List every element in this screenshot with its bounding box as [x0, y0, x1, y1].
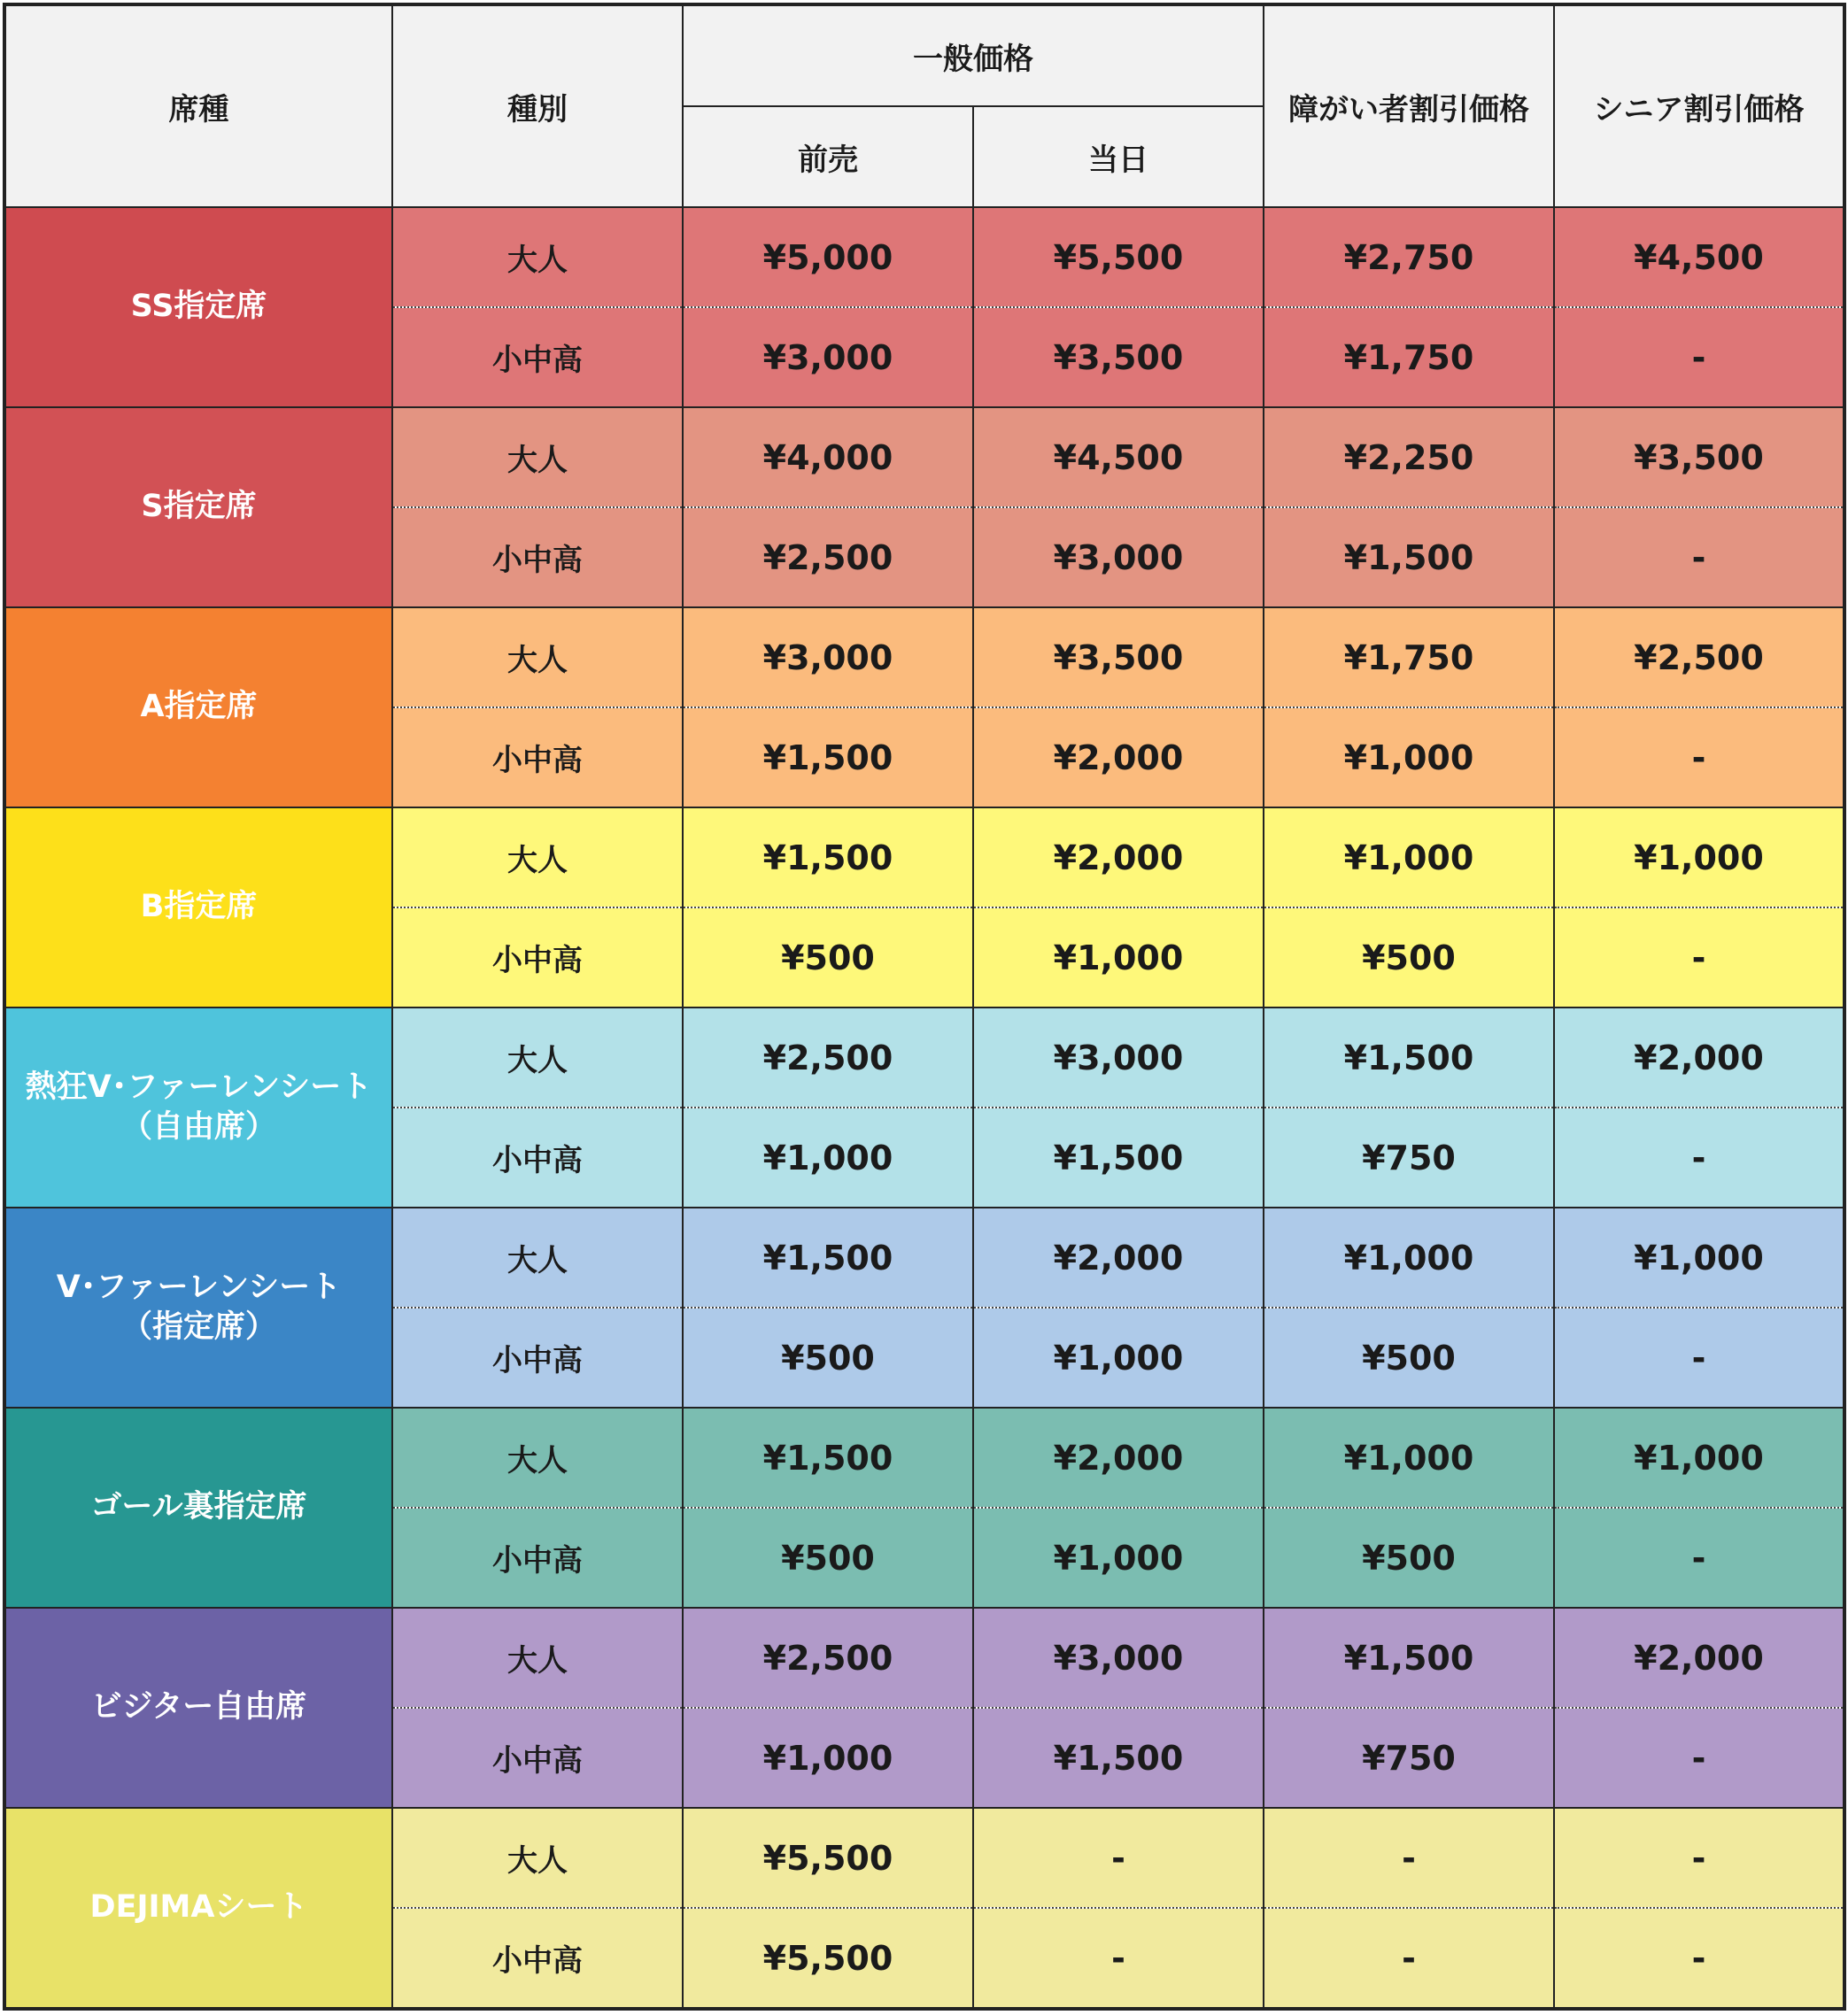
senior-price-cell: -	[1554, 307, 1844, 407]
same-day-price-cell: ¥1,000	[973, 1508, 1264, 1608]
same-day-price-cell: ¥3,000	[973, 1008, 1264, 1108]
senior-price-cell: ¥2,000	[1554, 1008, 1844, 1108]
disability-price-cell: ¥1,750	[1264, 307, 1554, 407]
seat-type-label: ゴール裏指定席	[90, 1489, 307, 1525]
kind-cell: 小中高	[392, 1908, 683, 2009]
seat-type-cell	[4, 207, 392, 407]
same-day-price-cell: ¥2,000	[973, 1408, 1264, 1508]
senior-price-cell: -	[1554, 1708, 1844, 1808]
kind-cell: 小中高	[392, 1108, 683, 1208]
disability-price-cell: -	[1264, 1808, 1554, 1908]
table-body	[4, 207, 1844, 2009]
disability-price-cell: ¥1,000	[1264, 807, 1554, 907]
header-disability-price: 障がい者割引価格	[1264, 4, 1554, 207]
kind-cell: 大人	[392, 407, 683, 507]
advance-price-cell: ¥4,000	[683, 407, 973, 507]
seat-type-label: S指定席	[141, 489, 257, 525]
seat-type-cell	[4, 1608, 392, 1808]
advance-price-cell: ¥1,500	[683, 807, 973, 907]
header-category: 種別	[392, 4, 683, 207]
disability-price-cell: ¥500	[1264, 1308, 1554, 1408]
seat-type-cell	[4, 1408, 392, 1608]
disability-price-cell: ¥2,250	[1264, 407, 1554, 507]
table-row	[4, 607, 1844, 707]
senior-price-cell: -	[1554, 1108, 1844, 1208]
kind-cell: 大人	[392, 207, 683, 307]
disability-price-cell: ¥750	[1264, 1108, 1554, 1208]
same-day-price-cell: ¥1,500	[973, 1708, 1264, 1808]
table-row	[4, 1608, 1844, 1708]
seat-type-label: B指定席	[140, 889, 258, 925]
same-day-price-cell: ¥4,500	[973, 407, 1264, 507]
same-day-price-cell: ¥2,000	[973, 1208, 1264, 1308]
disability-price-cell: ¥1,500	[1264, 507, 1554, 607]
senior-price-cell: ¥1,000	[1554, 1208, 1844, 1308]
disability-price-cell: -	[1264, 1908, 1554, 2009]
table-row	[4, 1208, 1844, 1308]
disability-price-cell: ¥1,000	[1264, 707, 1554, 807]
senior-price-cell: ¥2,500	[1554, 607, 1844, 707]
advance-price-cell: ¥500	[683, 1508, 973, 1608]
seat-type-cell	[4, 807, 392, 1008]
senior-price-cell: ¥4,500	[1554, 207, 1844, 307]
same-day-price-cell: ¥1,500	[973, 1108, 1264, 1208]
table-header	[4, 4, 1844, 207]
table-row	[4, 1008, 1844, 1108]
senior-price-cell: ¥1,000	[1554, 1408, 1844, 1508]
senior-price-cell: -	[1554, 907, 1844, 1008]
disability-price-cell: ¥500	[1264, 907, 1554, 1008]
advance-price-cell: ¥1,500	[683, 1208, 973, 1308]
disability-price-cell: ¥1,750	[1264, 607, 1554, 707]
header-seat-type: 席種	[4, 4, 392, 207]
advance-price-cell: ¥5,500	[683, 1808, 973, 1908]
disability-price-cell: ¥1,000	[1264, 1408, 1554, 1508]
kind-cell: 大人	[392, 1408, 683, 1508]
same-day-price-cell: ¥1,000	[973, 907, 1264, 1008]
header-general-price: 一般価格	[683, 4, 1264, 106]
table-row	[4, 1808, 1844, 1908]
seat-type-cell	[4, 607, 392, 807]
senior-price-cell: -	[1554, 1908, 1844, 2009]
advance-price-cell: ¥3,000	[683, 607, 973, 707]
advance-price-cell: ¥1,000	[683, 1108, 973, 1208]
same-day-price-cell: ¥3,500	[973, 607, 1264, 707]
table-row	[4, 207, 1844, 307]
advance-price-cell: ¥1,500	[683, 707, 973, 807]
header-advance: 前売	[683, 106, 973, 207]
kind-cell: 小中高	[392, 1508, 683, 1608]
advance-price-cell: ¥1,000	[683, 1708, 973, 1808]
table-row	[4, 1408, 1844, 1508]
senior-price-cell: -	[1554, 507, 1844, 607]
kind-cell: 小中高	[392, 307, 683, 407]
kind-cell: 小中高	[392, 907, 683, 1008]
same-day-price-cell: ¥1,000	[973, 1308, 1264, 1408]
kind-cell: 大人	[392, 807, 683, 907]
senior-price-cell: ¥3,500	[1554, 407, 1844, 507]
senior-price-cell: -	[1554, 1808, 1844, 1908]
same-day-price-cell: -	[973, 1808, 1264, 1908]
advance-price-cell: ¥500	[683, 907, 973, 1008]
advance-price-cell: ¥3,000	[683, 307, 973, 407]
senior-price-cell: ¥1,000	[1554, 807, 1844, 907]
advance-price-cell: ¥2,500	[683, 1008, 973, 1108]
advance-price-cell: ¥5,500	[683, 1908, 973, 2009]
disability-price-cell: ¥2,750	[1264, 207, 1554, 307]
kind-cell: 小中高	[392, 1708, 683, 1808]
same-day-price-cell: ¥2,000	[973, 807, 1264, 907]
seat-type-label: 熱狂V･ファーレンシート （自由席）	[25, 1069, 373, 1145]
senior-price-cell: -	[1554, 1308, 1844, 1408]
header-senior-price: シニア割引価格	[1554, 4, 1844, 207]
table-row	[4, 807, 1844, 907]
seat-type-label: DEJIMAシート	[89, 1889, 308, 1926]
senior-price-cell: ¥2,000	[1554, 1608, 1844, 1708]
senior-price-cell: -	[1554, 707, 1844, 807]
seat-type-cell	[4, 1008, 392, 1208]
senior-price-cell: -	[1554, 1508, 1844, 1608]
advance-price-cell: ¥2,500	[683, 507, 973, 607]
kind-cell: 小中高	[392, 707, 683, 807]
seat-type-label: A指定席	[140, 689, 258, 725]
kind-cell: 小中高	[392, 1308, 683, 1408]
disability-price-cell: ¥1,000	[1264, 1208, 1554, 1308]
disability-price-cell: ¥1,500	[1264, 1608, 1554, 1708]
seat-type-cell	[4, 407, 392, 607]
same-day-price-cell: ¥3,500	[973, 307, 1264, 407]
kind-cell: 大人	[392, 1608, 683, 1708]
seat-type-label: SS指定席	[130, 289, 267, 325]
same-day-price-cell: -	[973, 1908, 1264, 2009]
ticket-price-table	[3, 3, 1846, 2011]
seat-type-label: ビジター自由席	[90, 1689, 307, 1725]
disability-price-cell: ¥500	[1264, 1508, 1554, 1608]
advance-price-cell: ¥1,500	[683, 1408, 973, 1508]
same-day-price-cell: ¥2,000	[973, 707, 1264, 807]
kind-cell: 大人	[392, 1208, 683, 1308]
disability-price-cell: ¥1,500	[1264, 1008, 1554, 1108]
seat-type-cell	[4, 1808, 392, 2009]
header-same-day: 当日	[973, 106, 1264, 207]
same-day-price-cell: ¥5,500	[973, 207, 1264, 307]
kind-cell: 大人	[392, 607, 683, 707]
disability-price-cell: ¥750	[1264, 1708, 1554, 1808]
kind-cell: 大人	[392, 1008, 683, 1108]
advance-price-cell: ¥2,500	[683, 1608, 973, 1708]
same-day-price-cell: ¥3,000	[973, 507, 1264, 607]
advance-price-cell: ¥500	[683, 1308, 973, 1408]
same-day-price-cell: ¥3,000	[973, 1608, 1264, 1708]
advance-price-cell: ¥5,000	[683, 207, 973, 307]
seat-type-label: V･ファーレンシート （指定席）	[56, 1269, 342, 1345]
seat-type-cell	[4, 1208, 392, 1408]
kind-cell: 大人	[392, 1808, 683, 1908]
kind-cell: 小中高	[392, 507, 683, 607]
table-row	[4, 407, 1844, 507]
